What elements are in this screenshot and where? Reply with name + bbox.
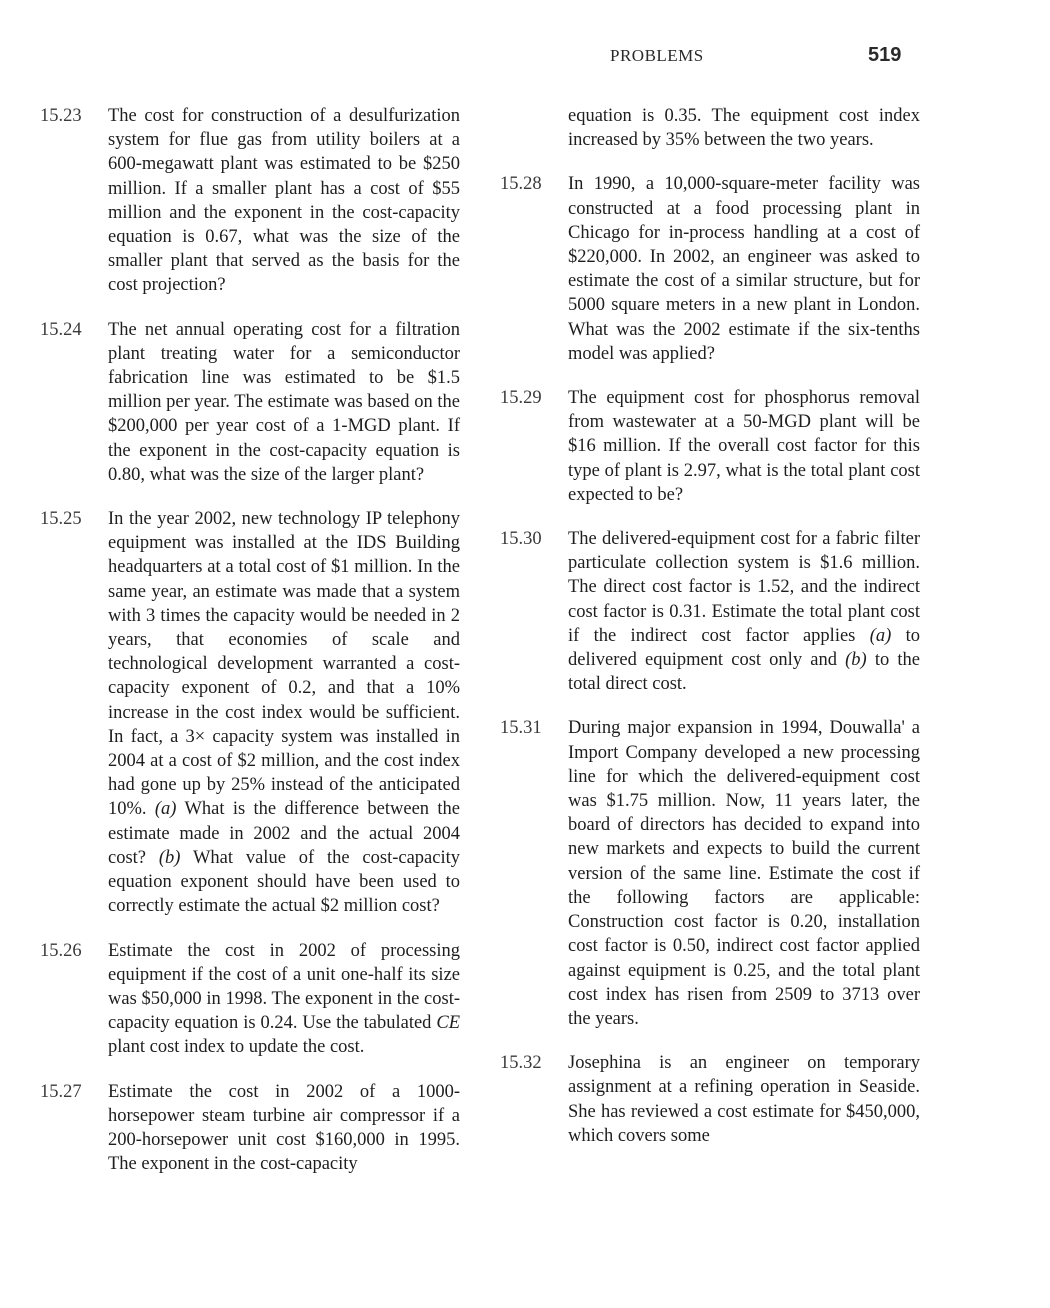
text-part: What is the difference between the estimate made in 2002 and the actual 2004 cost? (108, 799, 460, 868)
problem-number: 15.28 (500, 174, 542, 195)
part-a-marker: (a) (869, 625, 892, 646)
problem-text (108, 507, 460, 918)
text-part: to delivered equipment cost only and (568, 625, 920, 671)
problem-15-28 (500, 172, 920, 366)
part-b-marker: (b) (158, 847, 181, 868)
text-part: to the total direct cost. (568, 650, 920, 695)
running-title: PROBLEMS (610, 46, 704, 65)
problem-number: 15.24 (40, 319, 82, 340)
problem-text: The cost for construction of a desulfurization system for flue gas from utility boilers at a 600-megawatt plant was estimated to be $250 million. If a smaller plant has a cost of $55 million and the exponent in the cost-capacity equation is 0.67, what was the size of the smaller plant that served as the basis for the cost projection? (108, 106, 460, 296)
problem-text-continued: equation is 0.35. The equipment cost index increased by 35% between the two years. (568, 106, 920, 151)
problem-number: 15.23 (40, 106, 82, 126)
problem-text: During major expansion in 1994, Douwalla' a Import Company developed a new processing line for which the delivered-equipment cost was $1.75 million. Now, 11 years later, the board of directors has decided to expand into new markets and expects to build the current version of the same line. Estimate the cost if the following factors are applicable: Construction cost factor is 0.20, installation cost factor is 0.50, indirect cost factor applied against equipment is 0.25, and the total plant cost index has risen from 2509 to 3713 over the years. (568, 718, 920, 1029)
problem-15-24 (40, 318, 460, 487)
problem-text: Estimate the cost in 2002 of a 1000-horsepower steam turbine air compressor if a 200-horsepower unit cost $160,000 in 1995. The exponent in the cost-capacity (108, 1081, 460, 1175)
left-column (40, 104, 460, 1176)
problem-15-32 (500, 1051, 920, 1148)
problem-number: 15.27 (40, 1081, 82, 1102)
page-number: 519 (868, 44, 902, 66)
problem-15-23 (40, 104, 460, 298)
problem-text: The equipment cost for phosphorus removal from wastewater at a 50-MGD plant will be $16 million. If the overall cost factor for this type of plant is 2.97, what is the total plant cost expected to be? (568, 388, 920, 505)
problem-15-29 (500, 386, 920, 507)
problem-number: 15.25 (40, 509, 82, 530)
problem-text: Josephina is an engineer on temporary assignment at a refining operation in Seaside. She has reviewed a cost estimate for $450,000, which covers some (568, 1053, 920, 1146)
problem-15-30 (500, 527, 920, 696)
part-a-marker: (a) (154, 799, 177, 820)
problem-15-31 (500, 716, 920, 1031)
problem-15-25 (40, 507, 460, 918)
part-b-marker: (b) (845, 650, 867, 671)
text-part: Estimate the cost in 2002 of processing equipment if the cost of a unit one-half its size was $50,000 in 1998. The exponent in the cost-capacity equation is 0.24. Use the tabulated (108, 940, 460, 1034)
problem-number: 15.29 (500, 388, 542, 409)
text-part: plant cost index to update the cost. (108, 1037, 365, 1058)
problem-number: 15.31 (500, 718, 542, 739)
text-part: In the year 2002, new technology IP telephony equipment was installed at the IDS Building headquarters at a total cost of $1 million. In the same year, an estimate was made that a system with 3 times the capacity would be needed in 2 years, that economies of scale and technological development warranted a cost-capacity exponent of 0.2, and that a 10% increase in the cost index would be sufficient. In fact, a 3× capacity system was installed in 2004 at a cost of $2 million, and the cost index had gone up by 25% instead of the anticipated 10%. (108, 509, 460, 820)
problem-number: 15.26 (40, 940, 82, 961)
problem-15-27 (40, 1080, 460, 1177)
problem-text: The net annual operating cost for a filtration plant treating water for a semiconductor fabrication line was estimated to be $1.5 million per year. The estimate was based on the $200,000 per year cost of a 1-MGD plant. If the exponent in the cost-capacity equation is 0.80, what was the size of the larger plant? (108, 319, 460, 485)
problem-15-26 (40, 939, 460, 1060)
problem-text: In 1990, a 10,000-square-meter facility was constructed at a food processing plant in Chicago for in-process handling at a cost of $220,000. In 2002, an engineer was asked to estimate the cost of a similar structure, but for 5000 square meters in a new plant in London. What was the 2002 estimate if the six-tenths model was applied? (568, 174, 920, 364)
problem-text (108, 939, 460, 1060)
text-part: The delivered-equipment cost for a fabric filter particulate collection system is $1.6 million. The direct cost factor is 1.52, and the indirect cost factor is 0.31. Estimate the total plant cost if the indirect cost factor applies (568, 529, 920, 646)
problem-text (568, 527, 920, 696)
text-part: What value of the cost-capacity equation exponent should have been used to correctly estimate the actual $2 million cost? (108, 847, 461, 917)
right-column (500, 104, 920, 1148)
problem-15-27-continued (500, 104, 920, 152)
problem-number: 15.32 (500, 1053, 542, 1074)
problem-number: 15.30 (500, 529, 542, 550)
ce-term: CE (436, 1013, 460, 1034)
